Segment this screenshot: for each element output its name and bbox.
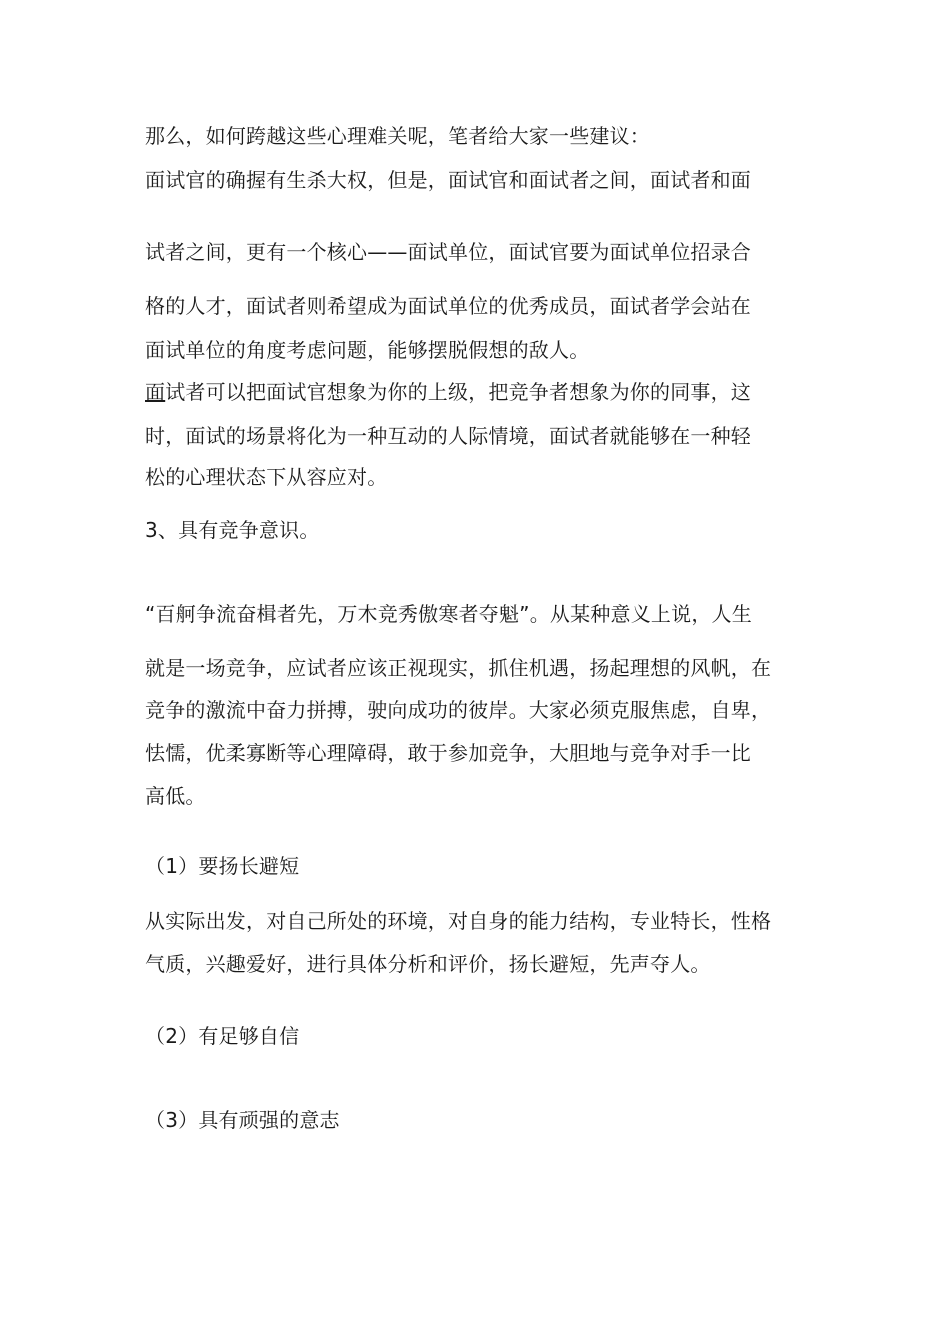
paragraph-line-2: 面试官的确握有生杀大权，但是，面试官和面试者之间，面试者和面 (145, 168, 751, 192)
paragraph-line-8: 松的心理状态下从容应对。 (145, 465, 388, 489)
underlined-char: 面 (145, 380, 166, 404)
subheading-3: （3）具有顽强的意志 (145, 1108, 340, 1132)
quote-line-3: 竞争的激流中奋力拼搏，驶向成功的彼岸。大家必须克服焦虑，自卑， (145, 698, 772, 722)
paragraph-line-6-rest: 试者可以把面试官想象为你的上级，把竞争者想象为你的同事，这 (165, 380, 752, 404)
paragraph-line-1: 那么，如何跨越这些心理难关呢，笔者给大家一些建议： (145, 124, 650, 148)
quote-line-1: “百舸争流奋楫者先，万木竞秀傲寒者夺魁”。从某种意义上说，人生 (145, 602, 752, 626)
paragraph-line-4: 格的人才，面试者则希望成为面试单位的优秀成员，面试者学会站在 (145, 294, 751, 318)
paragraph-line-3: 试者之间，更有一个核心——面试单位，面试官要为面试单位招录合 (145, 240, 751, 264)
quote-line-2: 就是一场竞争，应试者应该正视现实，抓住机遇，扬起理想的风帆，在 (145, 656, 772, 680)
quote-line-5: 高低。 (145, 784, 206, 808)
paragraph-line-7: 时，面试的场景将化为一种互动的人际情境，面试者就能够在一种轻 (145, 424, 751, 448)
subheading-2: （2）有足够自信 (145, 1024, 300, 1048)
quote-line-4: 怯懦，优柔寡断等心理障碍，敢于参加竞争，大胆地与竞争对手一比 (145, 741, 751, 765)
paragraph-line-5: 面试单位的角度考虑问题，能够摆脱假想的敌人。 (145, 338, 590, 362)
subheading-1: （1）要扬长避短 (145, 854, 300, 878)
detail-line-1: 从实际出发，对自己所处的环境，对自身的能力结构，专业特长，性格 (145, 909, 772, 933)
section-heading-3: 3、具有竞争意识。 (145, 518, 320, 542)
paragraph-line-6 (145, 378, 815, 406)
detail-line-2: 气质，兴趣爱好，进行具体分析和评价，扬长避短，先声夺人。 (145, 952, 711, 976)
